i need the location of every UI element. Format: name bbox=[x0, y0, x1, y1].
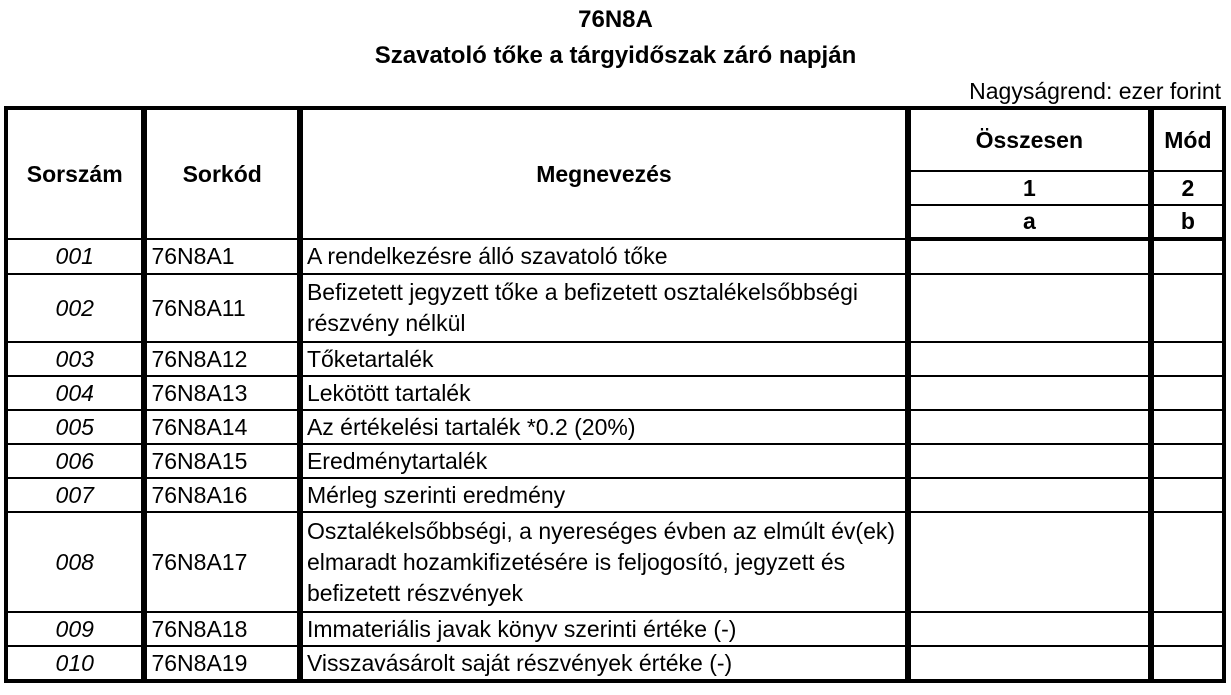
row-code: 76N8A17 bbox=[144, 512, 300, 612]
row-code: 76N8A12 bbox=[144, 342, 300, 376]
row-name: Az értékelési tartalék *0.2 (20%) bbox=[300, 410, 908, 444]
row-code: 76N8A15 bbox=[144, 444, 300, 478]
row-number: 001 bbox=[6, 239, 144, 274]
value-cell-mod[interactable] bbox=[1151, 239, 1224, 274]
row-code: 76N8A18 bbox=[144, 612, 300, 646]
row-number: 007 bbox=[6, 478, 144, 512]
row-number: 008 bbox=[6, 512, 144, 612]
row-number: 009 bbox=[6, 612, 144, 646]
row-name: Eredménytartalék bbox=[300, 444, 908, 478]
table-row bbox=[6, 376, 1224, 410]
col-letter-mod: b bbox=[1151, 205, 1224, 239]
table-row bbox=[6, 410, 1224, 444]
unit-note: Nagyságrend: ezer forint bbox=[969, 78, 1221, 104]
table-row bbox=[6, 444, 1224, 478]
table-row bbox=[6, 342, 1224, 376]
value-cell-mod[interactable] bbox=[1151, 342, 1224, 376]
row-code: 76N8A14 bbox=[144, 410, 300, 444]
row-name: Visszavásárolt saját részvények értéke (-) bbox=[300, 646, 908, 681]
col-number-mod: 2 bbox=[1151, 171, 1224, 205]
row-code: 76N8A19 bbox=[144, 646, 300, 681]
row-name: Osztalékelsőbbségi, a nyereséges évben az elmúlt év(ek) elmaradt hozamkifizetésére is feljogosító, jegyzett és befizetett részvények bbox=[300, 512, 908, 612]
value-cell-osszesen[interactable] bbox=[908, 410, 1151, 444]
value-cell-mod[interactable] bbox=[1151, 376, 1224, 410]
table-row bbox=[6, 612, 1224, 646]
report-title: Szavatoló tőke a tárgyidőszak záró napján bbox=[374, 42, 857, 69]
col-header-osszesen: Összesen bbox=[908, 108, 1151, 171]
row-code: 76N8A16 bbox=[144, 478, 300, 512]
row-number: 005 bbox=[6, 410, 144, 444]
row-name: Mérleg szerinti eredmény bbox=[300, 478, 908, 512]
value-cell-osszesen[interactable] bbox=[908, 342, 1151, 376]
row-number: 004 bbox=[6, 376, 144, 410]
value-cell-osszesen[interactable] bbox=[908, 612, 1151, 646]
value-cell-osszesen[interactable] bbox=[908, 512, 1151, 612]
row-number: 003 bbox=[6, 342, 144, 376]
value-cell-osszesen[interactable] bbox=[908, 444, 1151, 478]
value-cell-mod[interactable] bbox=[1151, 612, 1224, 646]
row-name: Immateriális javak könyv szerinti értéke (-) bbox=[300, 612, 908, 646]
value-cell-osszesen[interactable] bbox=[908, 274, 1151, 342]
row-name: Lekötött tartalék bbox=[300, 376, 908, 410]
value-cell-osszesen[interactable] bbox=[908, 646, 1151, 681]
row-name: Tőketartalék bbox=[300, 342, 908, 376]
col-header-megnevezes: Megnevezés bbox=[300, 108, 908, 239]
table-row bbox=[6, 274, 1224, 342]
value-cell-mod[interactable] bbox=[1151, 646, 1224, 681]
row-number: 010 bbox=[6, 646, 144, 681]
report-code: 76N8A bbox=[578, 6, 653, 33]
col-header-mod: Mód bbox=[1151, 108, 1224, 171]
row-number: 006 bbox=[6, 444, 144, 478]
table-row bbox=[6, 239, 1224, 274]
row-code: 76N8A1 bbox=[144, 239, 300, 274]
value-cell-mod[interactable] bbox=[1151, 410, 1224, 444]
table-row bbox=[6, 646, 1224, 681]
value-cell-mod[interactable] bbox=[1151, 478, 1224, 512]
value-cell-mod[interactable] bbox=[1151, 444, 1224, 478]
row-code: 76N8A13 bbox=[144, 376, 300, 410]
col-letter-osszesen: a bbox=[908, 205, 1151, 239]
table-row bbox=[6, 512, 1224, 612]
col-number-osszesen: 1 bbox=[908, 171, 1151, 205]
value-cell-osszesen[interactable] bbox=[908, 239, 1151, 274]
row-name: Befizetett jegyzett tőke a befizetett osztalékelsőbbségi részvény nélkül bbox=[300, 274, 908, 342]
row-number: 002 bbox=[6, 274, 144, 342]
col-header-sorszam: Sorszám bbox=[6, 108, 144, 239]
value-cell-mod[interactable] bbox=[1151, 274, 1224, 342]
table-row bbox=[6, 478, 1224, 512]
row-name: A rendelkezésre álló szavatoló tőke bbox=[300, 239, 908, 274]
value-cell-osszesen[interactable] bbox=[908, 376, 1151, 410]
col-header-sorkod: Sorkód bbox=[144, 108, 300, 239]
value-cell-mod[interactable] bbox=[1151, 512, 1224, 612]
value-cell-osszesen[interactable] bbox=[908, 478, 1151, 512]
capital-table bbox=[4, 106, 1226, 683]
row-code: 76N8A11 bbox=[144, 274, 300, 342]
